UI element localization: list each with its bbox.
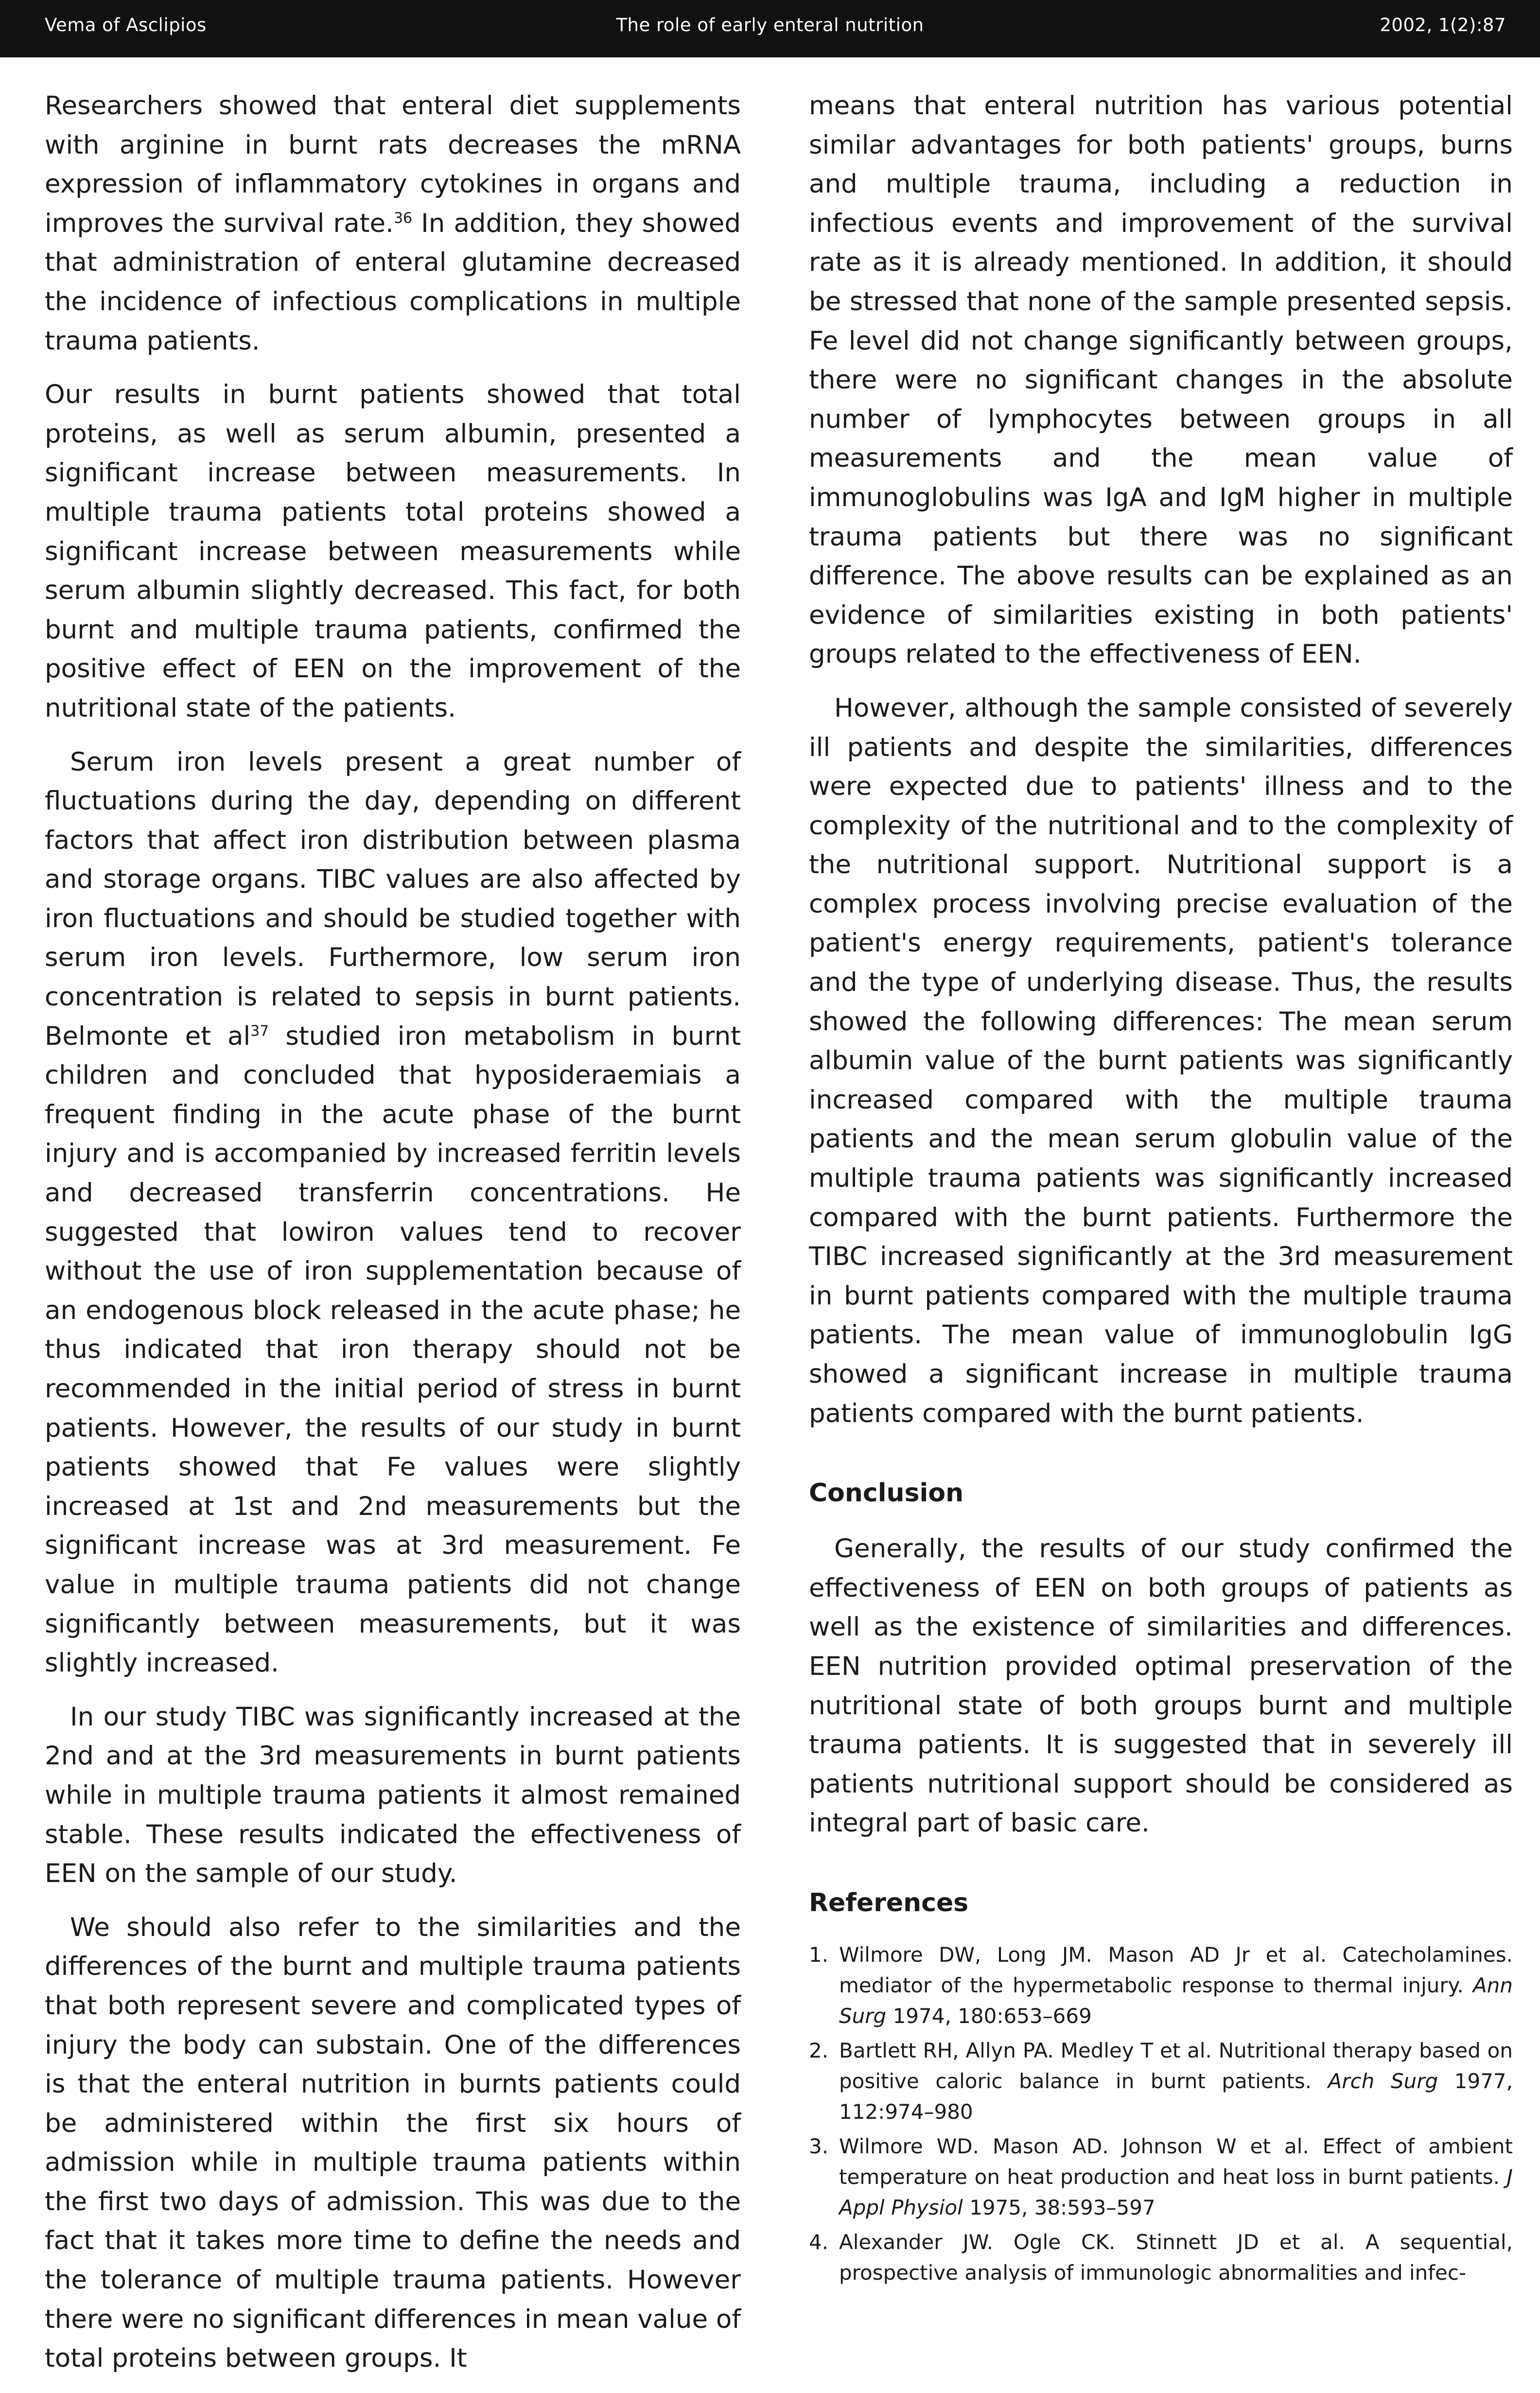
reference-citation: 1975, 38:593–597 — [962, 2195, 1155, 2219]
citation-superscript: 37 — [250, 1022, 269, 1039]
reference-text: Bartlett RH, Allyn PA. Medley T et al. Nutritional therapy based on positive caloric balance in burnt patients. — [839, 2038, 1513, 2093]
paragraph: means that enteral nutrition has various potential similar advantages for both patients' groups, burns and multiple trauma, including a reduction in infectious events and improvement of the survival rate as it is already mentioned. In addition, it should be stressed that none of the sample presented sepsis. Fe level did not change significantly between groups, there were no significant changes in the absolute number of lymphocytes between groups in all measurements and the mean value of immunoglobulins was IgA and IgM higher in multiple trauma patients but there was no significant difference. The above results can be explained as an evidence of similarities existing in both patients' groups related to the effectiveness of EEN. — [809, 91, 1513, 669]
reference-citation: 1977, 112:974–980 — [839, 2069, 1513, 2124]
reference-item — [809, 2227, 1513, 2288]
reference-number: 2. — [809, 2038, 829, 2062]
reference-item — [809, 2131, 1513, 2223]
paragraph: We should also refer to the similarities and the differences of the burnt and multiple trauma patients that both represent severe and complicated types of injury the body can substain. One of the differences is that the enteral nutrition in burnts patients could be administered within the first six hours of admission while in multiple trauma patients within the first two days of admission. This was due to the fact that it takes more time to define the needs and the tolerance of multiple trauma patients. However there were no significant differences in mean value of total proteins between groups. It — [45, 1912, 741, 2374]
article-running-title: The role of early enteral nutrition — [616, 15, 924, 35]
paragraph-text: In addition, they showed that administration of enteral glutamine decreased the incidence of infectious complications in multiple trauma patients. — [45, 208, 741, 356]
paragraph — [45, 743, 741, 1683]
paragraph: In our study TIBC was significantly increased at the 2nd and at the 3rd measurements in burnt patients while in multiple trauma patients it almost remained stable. These results indicated the effectiveness of EEN on the sample of our study. — [45, 1702, 741, 1889]
reference-number: 1. — [809, 1942, 829, 1967]
reference-text: Alexander JW. Ogle CK. Stinnett JD et al. A sequential, prospective analysis of immunologic abnormalities and infec- — [839, 2230, 1513, 2285]
right-column — [809, 87, 1513, 2292]
running-header — [0, 0, 1540, 57]
reference-item — [809, 1939, 1513, 2031]
citation-superscript: 36 — [393, 210, 413, 227]
conclusion-heading: Conclusion — [809, 1478, 964, 1508]
reference-item — [809, 2035, 1513, 2127]
conclusion-paragraph: Generally, the results of our study confirmed the effectiveness of EEN on both groups of patients as well as the existence of similarities and differences. EEN nutrition provided optimal preservation of the nutritional state of both groups burnt and multiple trauma patients. It is suggested that in severely ill patients nutritional support should be considered as integral part of basic care. — [809, 1534, 1513, 1838]
reference-number: 3. — [809, 2134, 829, 2158]
references-list — [809, 1939, 1513, 2288]
journal-name: Vema of Asclipios — [45, 15, 207, 35]
references-heading: References — [809, 1888, 969, 1918]
reference-text: Wilmore WD. Mason AD. Johnson W et al. Effect of ambient temperature on heat production and heat loss in burnt patients. — [839, 2134, 1513, 2189]
paragraph: Our results in burnt patients showed that total proteins, as well as serum albumin, presented a significant increase between measurements. In multiple trauma patients total proteins showed a significant increase between measurements while serum albumin slightly decreased. This fact, for both burnt and multiple trauma patients, confirmed the positive effect of EEN on the improvement of the nutritional state of the patients. — [45, 380, 741, 723]
reference-text: Wilmore DW, Long JM. Mason AD Jr et al. Catecholamines. mediator of the hypermetabolic response to thermal injury. — [839, 1942, 1513, 1997]
left-column — [45, 87, 741, 2393]
paragraph — [45, 87, 741, 361]
paragraph-text: Serum iron levels present a great number of fluctuations during the day, depending on different factors that affect iron distribution between plasma and storage organs. TIBC values are also affected by iron fluctuations and should be studied together with serum iron levels. Furthermore, low serum iron concentration is related to sepsis in burnt patients. Belmonte et al — [45, 747, 741, 1051]
reference-number: 4. — [809, 2230, 829, 2254]
reference-journal: J Appl Physiol — [839, 2164, 1513, 2219]
reference-citation: 1974, 180:653–669 — [886, 2004, 1092, 2028]
reference-journal: Arch Surg — [1328, 2069, 1438, 2093]
reference-journal: Ann Surg — [839, 1973, 1513, 2028]
issue-page-info: 2002, 1(2):87 — [1380, 15, 1506, 35]
paragraph: However, although the sample consisted of severely ill patients and despite the similarities, differences were expected due to patients' illness and to the complexity of the nutritional and to the complexity of the nutritional support. Nutritional support is a complex process involving precise evaluation of the patient's energy requirements, patient's tolerance and the type of underlying disease. Thus, the results showed the following differences: The mean serum albumin value of the burnt patients was significantly increased compared with the multiple trauma patients and the mean serum globulin value of the multiple trauma patients was significantly increased compared with the burnt patients. Furthermore the TIBC increased significantly at the 3rd measurement in burnt patients compared with the multiple trauma patients. The mean value of immunoglobulin IgG showed a significant increase in multiple trauma patients compared with the burnt patients. — [809, 693, 1513, 1428]
paragraph-text: studied iron metabolism in burnt children and concluded that hyposideraemiais a frequent finding in the acute phase of the burnt injury and is accompanied by increased ferritin levels and decreased transferrin concentrations. He suggested that lowiron values tend to recover without the use of iron supplementation because of an endogenous block released in the acute phase; he thus indicated that iron therapy should not be recommended in the initial period of stress in burnt patients. However, the results of our study in burnt patients showed that Fe values were slightly increased at 1st and 2nd measurements but the significant increase was at 3rd measurement. Fe value in multiple trauma patients did not change significantly between measurements, but it was slightly increased. — [45, 1021, 741, 1678]
paragraph-text: Researchers showed that enteral diet supplements with arginine in burnt rats decreases the mRNA expression of inflammatory cytokines in organs and improves the survival rate. — [45, 91, 741, 238]
